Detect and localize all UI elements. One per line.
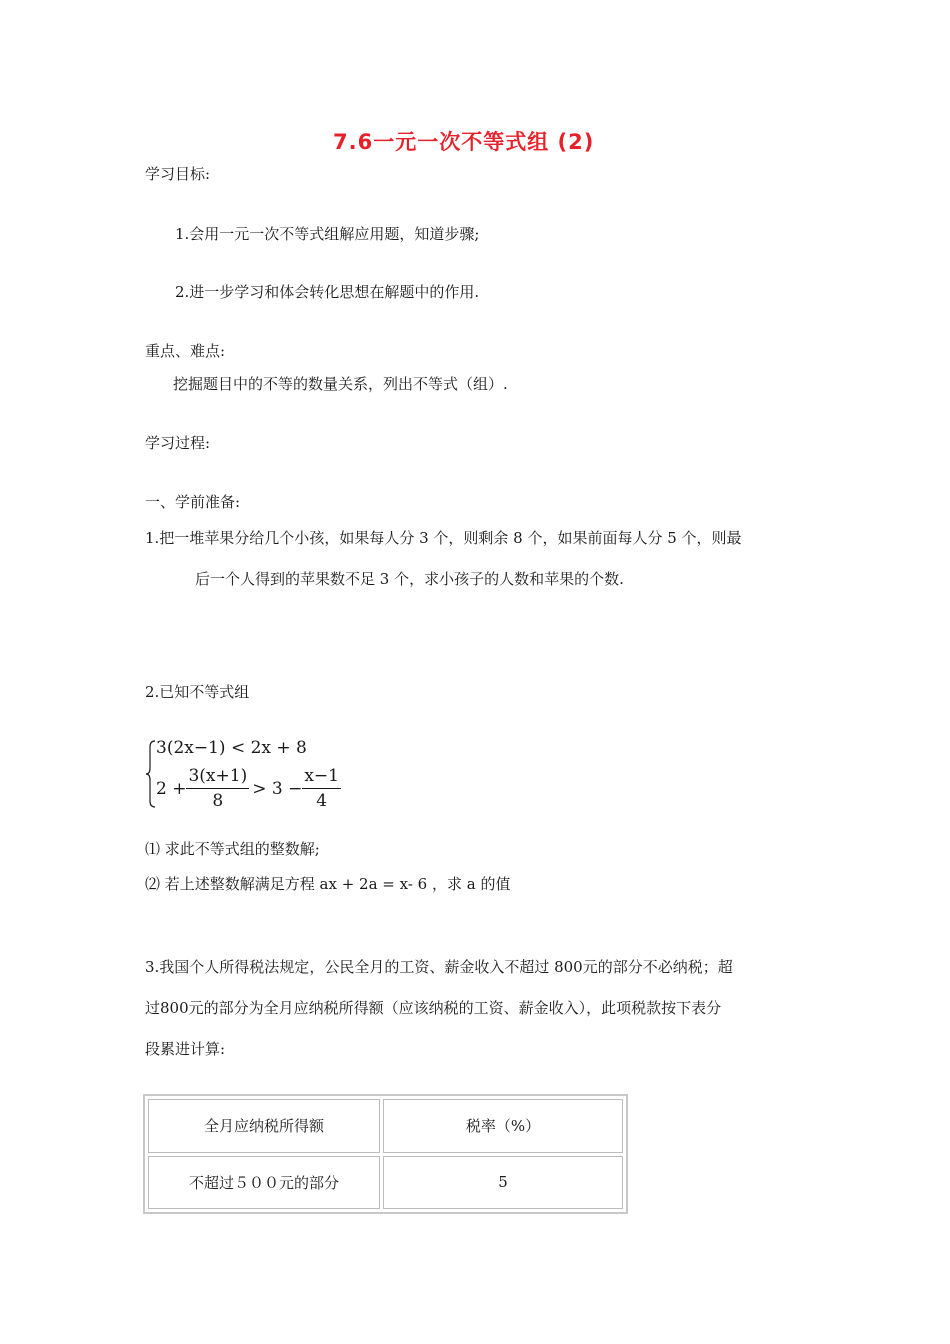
- inequality-2-left: 2 +: [156, 778, 187, 799]
- inequality-1: 3(2x−1) < 2x + 8: [156, 738, 307, 758]
- question-3-line-3: 段累进计算:: [145, 1040, 226, 1058]
- process-heading: 学习过程:: [145, 434, 211, 452]
- fraction-2-numerator: x−1: [302, 765, 341, 789]
- inequality-2: [156, 765, 341, 812]
- question-2-intro: 2.已知不等式组: [145, 683, 250, 701]
- fraction-2-denominator: 4: [316, 791, 328, 811]
- table-header-row: [148, 1099, 623, 1153]
- objective-item-1: 1.会用一元一次不等式组解应用题，知道步骤;: [175, 225, 480, 243]
- question-3-line-2: 过800元的部分为全月应纳税所得额（应该纳税的工资、薪金收入），此项税款按下表分: [145, 999, 722, 1017]
- fraction-2: [302, 765, 341, 812]
- tax-rate-table: [143, 1094, 628, 1214]
- key-points-text: 挖掘题目中的不等的数量关系，列出不等式（组）.: [173, 375, 508, 393]
- inequality-2-middle: > 3 −: [252, 778, 303, 799]
- question-2-part-1: ⑴ 求此不等式组的整数解;: [145, 840, 320, 858]
- objective-item-2: 2.进一步学习和体会转化思想在解题中的作用.: [175, 283, 480, 301]
- question-1-line-2: 后一个人得到的苹果数不足 3 个，求小孩子的人数和苹果的个数.: [195, 570, 624, 588]
- table-row: [148, 1156, 623, 1210]
- section-one-heading: 一、学前准备:: [145, 493, 241, 511]
- table-header-cell: 税率（%）: [383, 1099, 623, 1153]
- question-3-line-1: 3.我国个人所得税法规定，公民全月的工资、薪金收入不超过 800元的部分不必纳税；超: [145, 958, 733, 976]
- objectives-heading: 学习目标:: [145, 165, 211, 183]
- key-points-heading: 重点、难点:: [145, 342, 226, 360]
- table-cell: 5: [383, 1156, 623, 1210]
- left-brace: [146, 740, 156, 808]
- table-cell: 不超过５００元的部分: [148, 1156, 380, 1210]
- fraction-1-denominator: 8: [212, 791, 224, 811]
- question-1-line-1: 1.把一堆苹果分给几个小孩，如果每人分 3 个，则剩余 8 个，如果前面每人分 5 个，则最: [145, 529, 742, 547]
- question-2-part-2: ⑵ 若上述整数解满足方程 ax + 2a = x- 6 ，求 a 的值: [145, 875, 511, 893]
- table-header-cell: 全月应纳税所得额: [148, 1099, 380, 1153]
- page-title: 7.6一元一次不等式组 (2): [333, 130, 595, 154]
- fraction-1-numerator: 3(x+1): [186, 765, 249, 789]
- fraction-1: [186, 765, 249, 812]
